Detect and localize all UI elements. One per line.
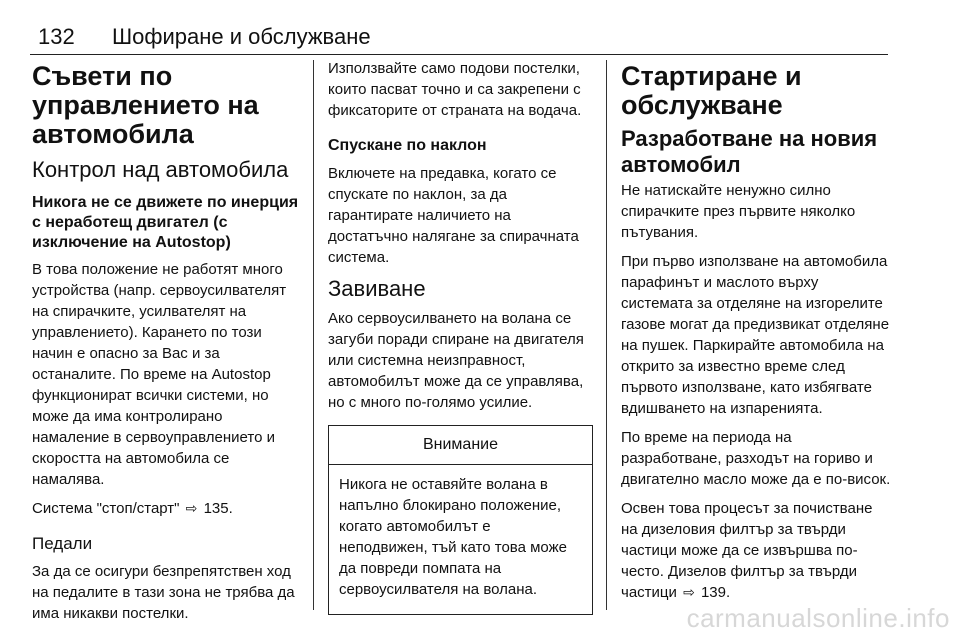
page-arrow-icon: ⇨	[185, 500, 198, 516]
warning-box	[328, 425, 593, 615]
column-left	[32, 58, 300, 632]
downhill-heading: Спускане по наклон	[328, 137, 487, 154]
column-divider	[606, 60, 607, 610]
cross-reference	[32, 498, 300, 519]
paragraph: Не натискайте ненужно силно спирачките през първите няколко пътувания.	[621, 182, 856, 241]
page-header	[30, 22, 888, 55]
reference-page[interactable]: 139.	[700, 584, 731, 601]
warning-body	[329, 465, 592, 614]
reference-text: Система "стоп/старт"	[32, 500, 180, 517]
paragraph: Ако сервоусилването на волана се загуби поради спиране на двигателя или системна неизправност, автомобилът може да се управлява, но с много по-голямо усилие.	[328, 310, 584, 411]
steering-heading: Завиване	[328, 276, 426, 301]
warning-title: Внимание	[329, 426, 592, 465]
paragraph	[621, 498, 891, 603]
paragraph: В това положение не работят много устройства (напр. сервоусилвателят на спирачките, усилвателят на управлението). Карането по този начин е опасно за Вас и за останалите. По време на Autostop функционират всички системи, но може да има контролирано намаление в сервоуправлението и скоростта на автомобила се намалява.	[32, 261, 287, 488]
page-arrow-icon: ⇨	[683, 584, 695, 600]
column-divider	[313, 60, 314, 610]
warning-heading: Никога не се движете по инерция с неработещ двигател (с изключение на Autostop)	[32, 194, 299, 251]
watermark: carmanualsonline.info	[686, 603, 950, 633]
section-title: Съвети по управлението на автомобила	[32, 61, 259, 149]
subsection-title: Контрол над автомобила	[32, 157, 289, 182]
pedals-heading: Педали	[32, 534, 93, 553]
column-right	[621, 58, 891, 611]
paragraph: Използвайте само подови постелки, които пасват точно и са закрепени с фиксаторите от страната на водача.	[328, 60, 582, 119]
page-number: 132	[38, 24, 75, 49]
reference-page[interactable]: 135.	[203, 500, 233, 517]
warning-text: Никога не оставяйте волана в напълно блокирано положение, когато автомобилът е неподвижен, тъй като това може да повреди помпата на сервоусилвателя на волана.	[339, 476, 567, 598]
paragraph: Включете на предавка, когато се спускате по наклон, за да гарантирате наличието на достатъчно налягане за спирачната система.	[328, 165, 579, 266]
paragraph: По време на периода на разработване, разходът на гориво и двигателно масло може да е по-висок.	[621, 429, 891, 488]
subsection-title: Разработване на новия автомобил	[621, 126, 878, 177]
paragraph-text: Освен това процесът за почистване на дизеловия филтър за твърди частици може да се извършва по-често. Дизелов филтър за твърди частици	[621, 500, 873, 601]
paragraph: При първо използване на автомобила парафинът и маслото върху системата за отделяне на изгорелите газове могат да предизвикат отделяне на пушек. Паркирайте автомобила на открито за известно време след първото използване, като избягвате вдишването на изпаренията.	[621, 253, 890, 417]
paragraph: За да се осигури безпрепятствен ход на педалите в тази зона не трябва да има никакви постелки.	[32, 563, 295, 622]
page-title: Шофиране и обслужване	[112, 24, 371, 49]
column-middle	[328, 58, 593, 615]
section-title: Стартиране и обслужване	[621, 61, 802, 120]
